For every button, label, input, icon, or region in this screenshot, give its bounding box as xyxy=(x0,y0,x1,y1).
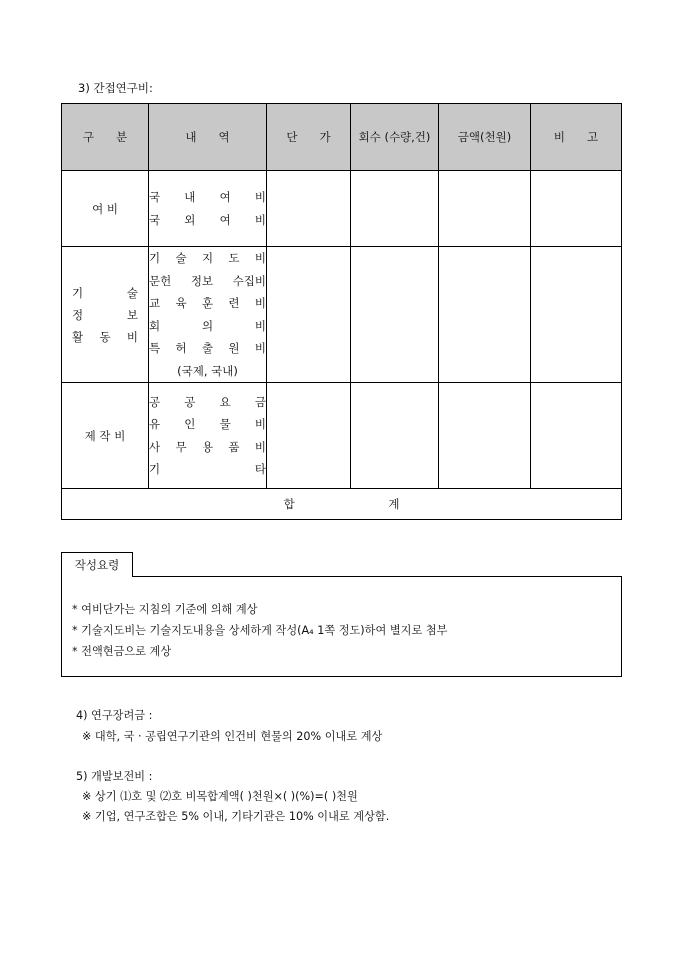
header-details: 내 역 xyxy=(149,104,267,171)
cell-unit-price[interactable] xyxy=(267,247,351,383)
section-4-note: ※ 대학, 국 · 공립연구기관의 인건비 현물의 20% 이내로 계상 xyxy=(82,730,383,743)
indirect-cost-table xyxy=(61,103,622,520)
category-line: 기 술 xyxy=(72,285,138,300)
guide-item: * 기술지도비는 기술지도내용을 상세하게 작성(A₄ 1쪽 정도)하여 별지로 첨부 xyxy=(72,624,448,637)
guide-box xyxy=(61,576,622,677)
total-label-1: 합 xyxy=(283,497,295,511)
list-item: 교 육 훈 련 비 xyxy=(149,296,266,310)
list-item: 유 인 물 비 xyxy=(149,417,266,431)
list-item: 사 무 용 품 비 xyxy=(149,439,266,454)
table-row-total xyxy=(62,489,622,520)
header-amount: 금액(천원) xyxy=(439,104,531,171)
table-row-travel xyxy=(62,171,622,247)
list-item: 기 술 지 도 비 xyxy=(149,251,266,265)
header-count: 회수 (수량,건) xyxy=(351,104,439,171)
category-production: 제 작 비 xyxy=(62,383,149,489)
list-item: 공 공 요 금 xyxy=(149,394,266,409)
cell-remarks[interactable] xyxy=(531,383,622,489)
cell-count[interactable] xyxy=(351,171,439,247)
category-line: 정 보 xyxy=(72,307,138,322)
cell-count[interactable] xyxy=(351,383,439,489)
header-category: 구 분 xyxy=(62,104,149,171)
list-item: 기 타 xyxy=(149,462,266,476)
guide-tab-label: 작성요령 xyxy=(61,552,133,577)
list-item: 국 내 여 비 xyxy=(149,190,266,204)
list-item: 특 허 출 원 비 xyxy=(149,341,266,355)
category-tech-info xyxy=(62,247,149,383)
section-3-title: 3) 간접연구비: xyxy=(78,81,153,95)
cell-remarks[interactable] xyxy=(531,247,622,383)
total-cell xyxy=(62,489,622,520)
list-item: 회 의 비 xyxy=(149,318,266,333)
details-tech-info xyxy=(149,247,267,383)
cell-amount[interactable] xyxy=(439,171,531,247)
guide-item: * 전액현금으로 계상 xyxy=(72,645,172,658)
total-label-2: 계 xyxy=(388,497,400,511)
list-item: 국 외 여 비 xyxy=(149,212,266,227)
section-5-title: 5) 개발보전비 : xyxy=(76,770,153,783)
section-5-line-2: ※ 기업, 연구조합은 5% 이내, 기타기관은 10% 이내로 계상함. xyxy=(82,810,390,823)
table-header-row xyxy=(62,104,622,171)
section-5-line-1: ※ 상기 ⑴호 및 ⑵호 비목합계액( )천원×( )(%)=( )천원 xyxy=(82,790,358,803)
guide-item: * 여비단가는 지침의 기준에 의해 계상 xyxy=(72,603,258,616)
details-production xyxy=(149,383,267,489)
list-item-note: (국제, 국내) xyxy=(177,363,238,378)
cell-amount[interactable] xyxy=(439,383,531,489)
category-line: 활 동 비 xyxy=(72,329,138,344)
cell-count[interactable] xyxy=(351,247,439,383)
category-travel: 여 비 xyxy=(62,171,149,247)
table-row-production xyxy=(62,383,622,489)
cell-unit-price[interactable] xyxy=(267,383,351,489)
cell-unit-price[interactable] xyxy=(267,171,351,247)
header-remarks: 비 고 xyxy=(531,104,622,171)
details-travel xyxy=(149,171,267,247)
table-row-tech-info xyxy=(62,247,622,383)
cell-amount[interactable] xyxy=(439,247,531,383)
list-item: 문헌 정보 수집비 xyxy=(149,273,266,288)
header-unit-price: 단 가 xyxy=(267,104,351,171)
section-4-title: 4) 연구장려금 : xyxy=(76,709,153,722)
cell-remarks[interactable] xyxy=(531,171,622,247)
